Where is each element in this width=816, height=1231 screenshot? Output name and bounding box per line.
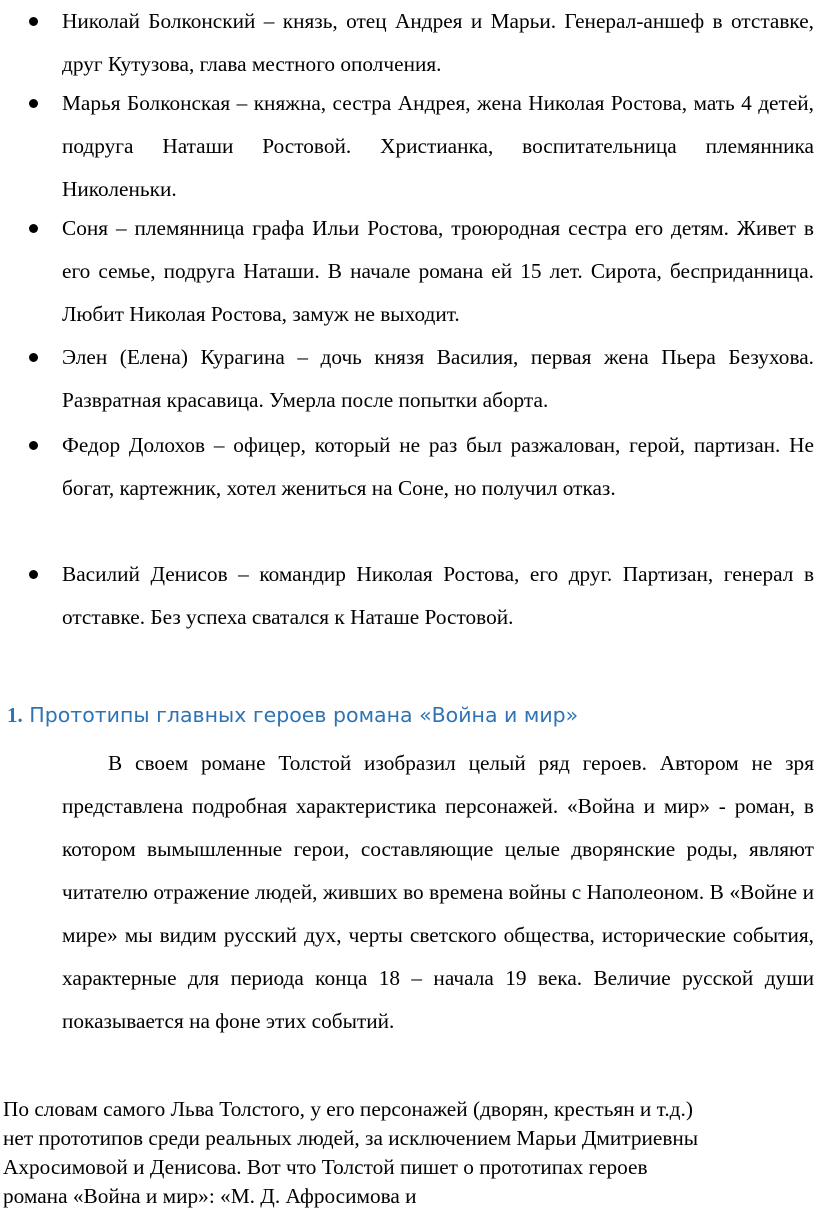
list-item (0, 207, 816, 336)
paragraph-line: нет прототипов среди реальных людей, за исключением Марьи Дмитриевны (3, 1126, 699, 1150)
list-item-text: Соня – племянница графа Ильи Ростова, троюродная сестра его детям. Живет в его семье, подруга Наташи. В начале романа ей 15 лет. Сирота, бесприданница. Любит Николая Ростова, замуж не выходит. (62, 216, 814, 326)
section-title: Прототипы главных героев романа «Война и мир» (29, 703, 579, 727)
bullet-icon (29, 570, 38, 579)
list-item (0, 82, 816, 211)
bullet-icon (29, 99, 38, 108)
body-paragraph (3, 1095, 815, 1211)
list-item (0, 424, 816, 510)
list-item (0, 553, 816, 639)
list-item-text: Федор Долохов – офицер, который не раз был разжалован, герой, партизан. Не богат, картежник, хотел жениться на Соне, но получил отказ. (62, 433, 814, 500)
list-item-text: Марья Болконская – княжна, сестра Андрея, жена Николая Ростова, мать 4 детей, подруга Наташи Ростовой. Христианка, воспитательница племянника Николеньки. (62, 91, 814, 201)
list-item-text: Элен (Елена) Курагина – дочь князя Василия, первая жена Пьера Безухова. Развратная красавица. Умерла после попытки аборта. (62, 345, 814, 412)
bullet-icon (29, 441, 38, 450)
paragraph-line: Ахросимовой и Денисова. Вот что Толстой пишет о прототипах героев (3, 1155, 648, 1179)
paragraph-line: По словам самого Льва Толстого, у его персонажей (дворян, крестьян и т.д.) (3, 1097, 693, 1121)
bullet-icon (29, 353, 38, 362)
list-item (0, 336, 816, 422)
list-item-text: Василий Денисов – командир Николая Ростова, его друг. Партизан, генерал в отставке. Без успеха сватался к Наташе Ростовой. (62, 562, 814, 629)
list-item (0, 0, 816, 86)
bullet-icon (29, 224, 38, 233)
paragraph-line: романа «Война и мир»: «М. Д. Афросимова и (3, 1184, 417, 1208)
bullet-icon (29, 17, 38, 26)
section-heading (7, 703, 578, 728)
list-item-text: Николай Болконский – князь, отец Андрея и Марьи. Генерал-аншеф в отставке, друг Кутузова, глава местного ополчения. (62, 9, 814, 76)
section-body-paragraph: В своем романе Толстой изобразил целый ряд героев. Автором не зря представлена подробная характеристика персонажей. «Война и мир» - роман, в котором вымышленные герои, составляющие целые дворянские роды, являют читателю отражение людей, живших во времена войны с Наполеоном. В «Войне и мире» мы видим русский дух, черты светского общества, исторические события, характерные для периода конца 18 – начала 19 века. Величие русской души показывается на фоне этих событий. (62, 751, 814, 1033)
section-number: 1. (7, 703, 23, 727)
